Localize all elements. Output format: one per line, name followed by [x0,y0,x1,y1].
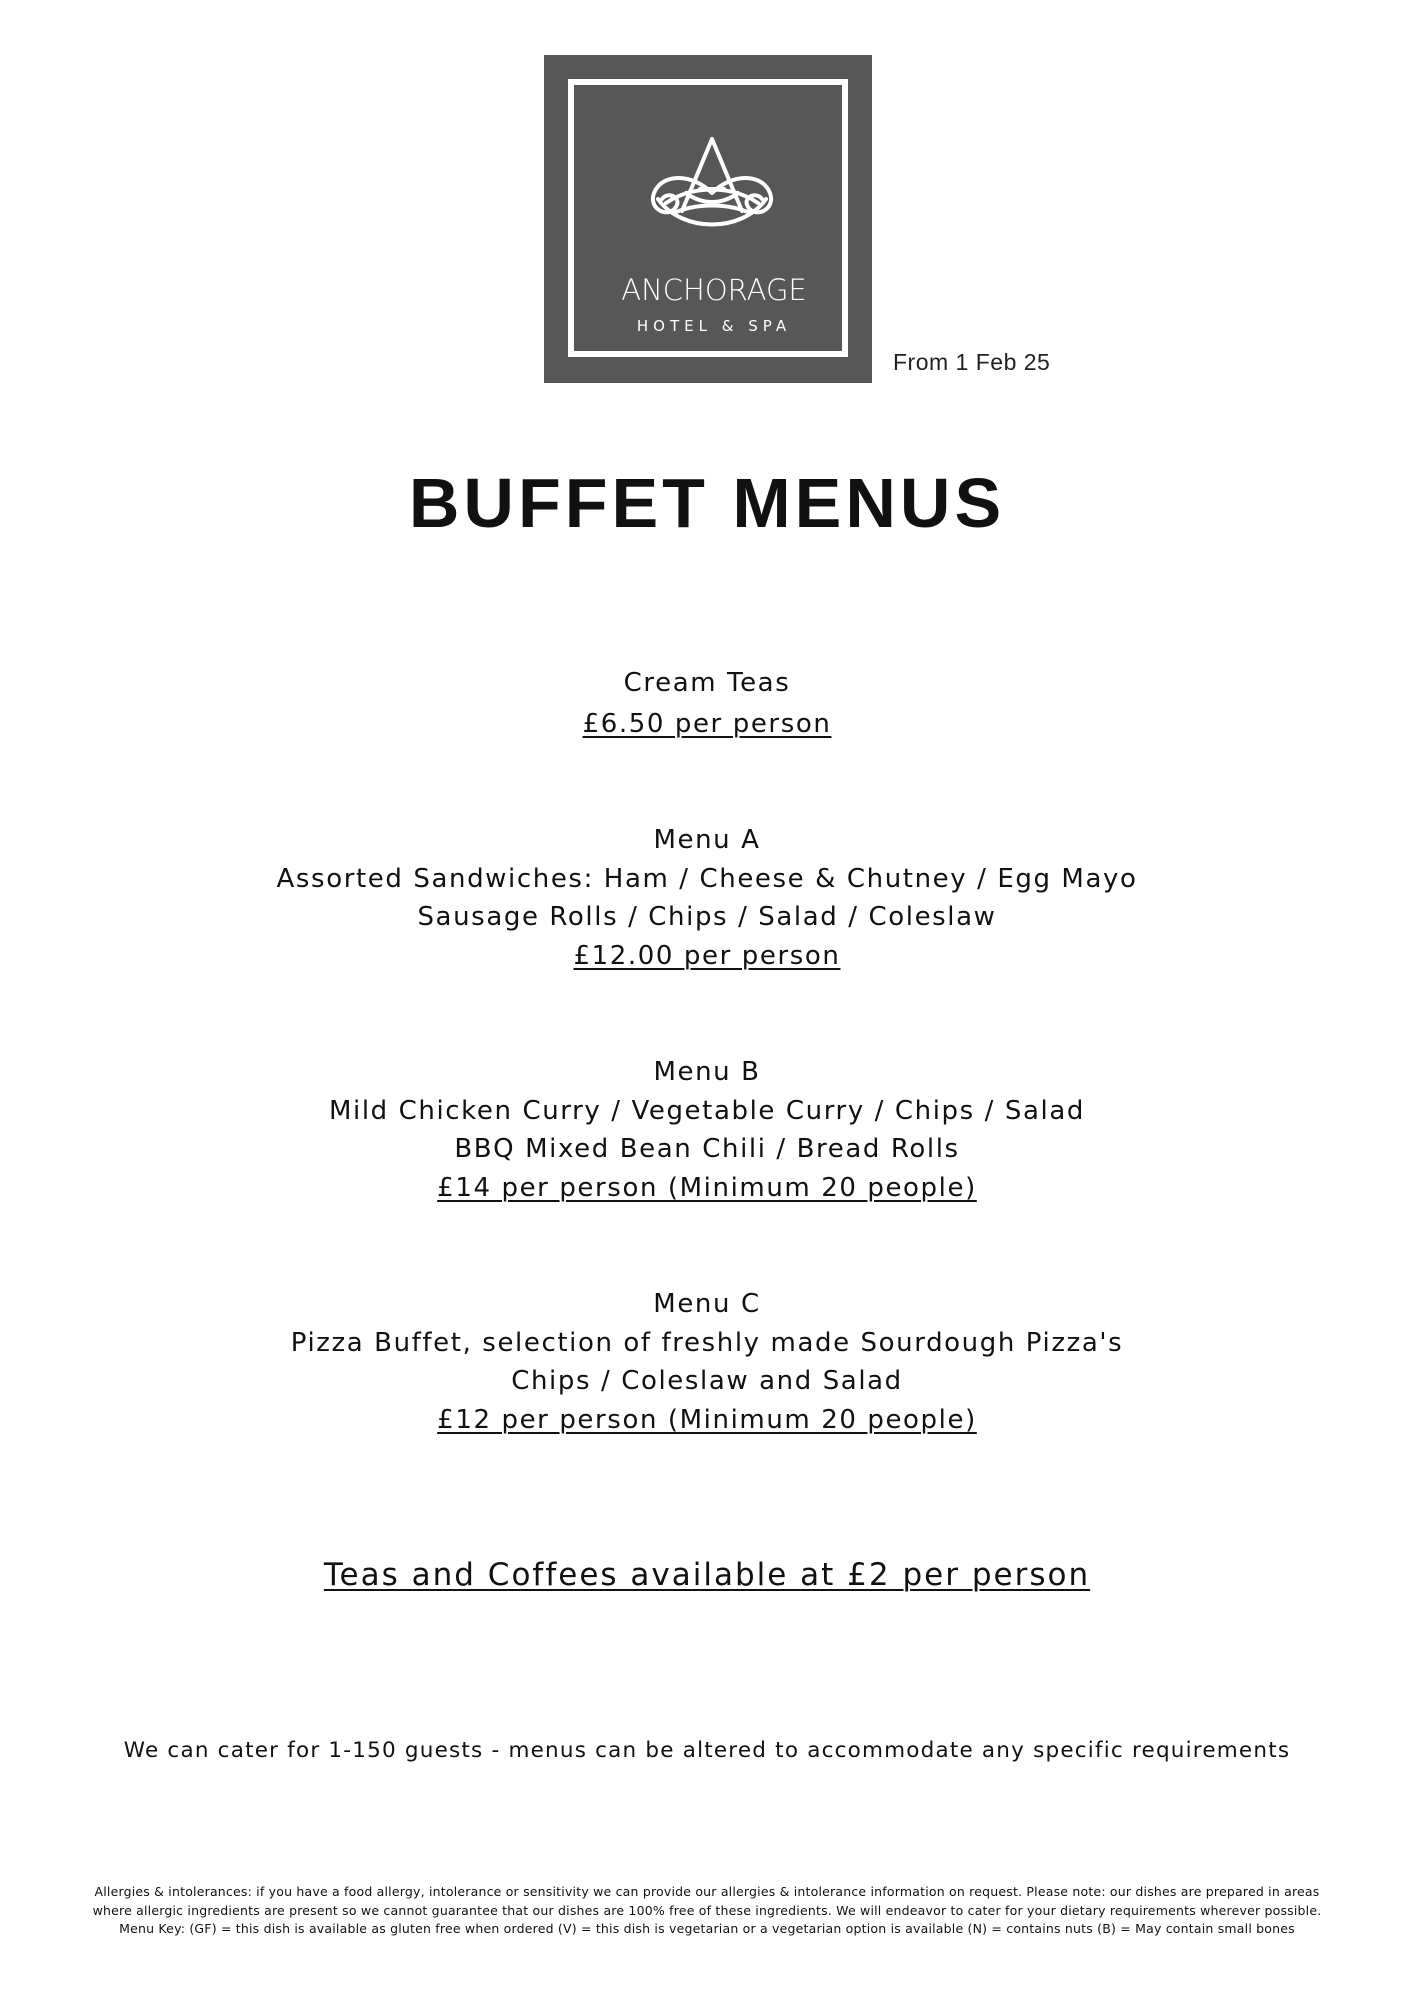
logo-frame [568,79,848,357]
menu-name: Menu B [653,1057,761,1087]
menu-item-line: Pizza Buffet, selection of freshly made Sourdough Pizza's [290,1328,1124,1358]
teas-coffees-text: Teas and Coffees available at £2 per person [323,1557,1091,1593]
logo-subtitle: HOTEL & SPA [636,317,792,335]
menu-price [0,1405,1414,1435]
hotel-logo [544,55,872,383]
menu-name: Menu C [653,1289,761,1319]
menu-price-text: £12.00 per person [573,941,841,971]
allergy-note: Allergies & intolerances: if you have a food allergy, intolerance or sensitivity we can provide our allergies & intolerance information on request. Please note: our dishes are prepared in areas where allergic ingredients are present so we cannot guarantee that our dishes are 100% free of these ingredients. We will endeavor to cater for your dietary requirements wherever possible. Menu Key: (GF) = this dish is available as gluten free when ordered (V) = this dish is vegetarian or a vegetarian option is available (N) = contains nuts (B) = May contain small bones [92,1884,1322,1936]
menu-item-line: BBQ Mixed Bean Chili / Bread Rolls [454,1134,960,1164]
menu-price [0,1173,1414,1203]
catering-note: We can cater for 1-150 guests - menus can be altered to accommodate any specific requirements [123,1738,1291,1763]
logo-name: ANCHORAGE [621,273,807,307]
menu-item-line: Chips / Coleslaw and Salad [511,1366,903,1396]
effective-date: From 1 Feb 25 [893,349,1051,375]
teas-coffees-note [0,1557,1414,1593]
menu-item-line: Mild Chicken Curry / Vegetable Curry / Chips / Salad [328,1096,1085,1126]
menu-name: Menu A [653,825,761,855]
menu-name: Cream Teas [623,668,791,698]
menu-price-text: £6.50 per person [582,709,832,739]
menu-item-line: Sausage Rolls / Chips / Salad / Coleslaw [417,902,997,932]
menu-price-text: £14 per person (Minimum 20 people) [437,1173,977,1203]
menu-price [0,941,1414,971]
menu-price [0,709,1414,739]
menu-item-line: Assorted Sandwiches: Ham / Cheese & Chutney / Egg Mayo [276,864,1138,894]
anchorage-emblem-icon [622,133,802,253]
page-title: BUFFET MENUS [408,464,1006,542]
menu-price-text: £12 per person (Minimum 20 people) [437,1405,977,1435]
